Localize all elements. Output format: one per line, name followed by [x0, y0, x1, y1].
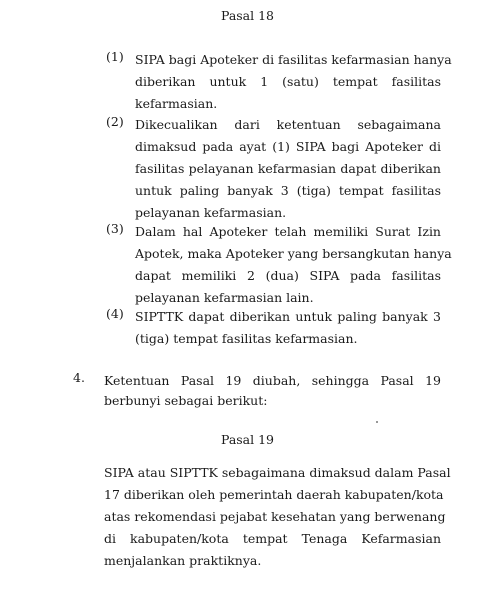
ayat-number: (2)	[106, 114, 124, 129]
paragraph-line: atas rekomendasi pejabat kesehatan yang berwenang	[104, 509, 446, 524]
paragraph-line: dapat memiliki 2 (dua) SIPA pada fasilitas	[135, 268, 441, 283]
point-number: 4.	[73, 370, 85, 385]
paragraph-line: pelayanan kefarmasian.	[135, 205, 287, 220]
pasal-18-ayat-4	[106, 306, 441, 350]
paragraph-line: diberikan untuk 1 (satu) tempat fasilitas	[135, 74, 441, 89]
ayat-number: (1)	[106, 49, 124, 64]
paragraph-line: Dalam hal Apoteker telah memiliki Surat Izin	[135, 224, 441, 239]
paragraph-line: menjalankan praktiknya.	[104, 553, 262, 568]
ayat-number: (4)	[106, 306, 124, 321]
paragraph-line: Dikecualikan dari ketentuan sebagaimana	[135, 117, 441, 132]
paragraph-line: Ketentuan Pasal 19 diubah, sehingga Pasal 19	[104, 373, 441, 388]
paragraph-line: pelayanan kefarmasian lain.	[135, 290, 314, 305]
scan-speck	[376, 421, 378, 423]
paragraph-line: SIPA bagi Apoteker di fasilitas kefarmasian hanya	[135, 52, 452, 67]
point-4-text	[104, 370, 441, 414]
pasal-18-heading: Pasal 18	[220, 8, 275, 23]
paragraph-line: di kabupaten/kota tempat Tenaga Kefarmasian	[104, 531, 441, 546]
paragraph-line: (tiga) tempat fasilitas kefarmasian.	[135, 331, 358, 346]
paragraph-line: SIPA atau SIPTTK sebagaimana dimaksud dalam Pasal	[104, 465, 451, 480]
pasal-19-heading: Pasal 19	[220, 432, 275, 447]
paragraph-line: dimaksud pada ayat (1) SIPA bagi Apoteker di	[135, 139, 441, 154]
paragraph-line: kefarmasian.	[135, 96, 218, 111]
paragraph-line: Apotek, maka Apoteker yang bersangkutan hanya	[135, 246, 452, 261]
pasal-18-ayat-2	[106, 114, 441, 222]
paragraph-line: untuk paling banyak 3 (tiga) tempat fasilitas	[135, 183, 441, 198]
paragraph-line: SIPTTK dapat diberikan untuk paling banyak 3	[135, 309, 441, 324]
paragraph-line: berbunyi sebagai berikut:	[104, 393, 268, 408]
pasal-18-ayat-1	[106, 49, 452, 113]
ayat-number: (3)	[106, 221, 124, 236]
pasal-18-ayat-3	[106, 221, 452, 307]
pasal-19-body	[104, 462, 451, 574]
paragraph-line: 17 diberikan oleh pemerintah daerah kabupaten/kota	[104, 487, 444, 502]
paragraph-line: fasilitas pelayanan kefarmasian dapat diberikan	[135, 161, 441, 176]
